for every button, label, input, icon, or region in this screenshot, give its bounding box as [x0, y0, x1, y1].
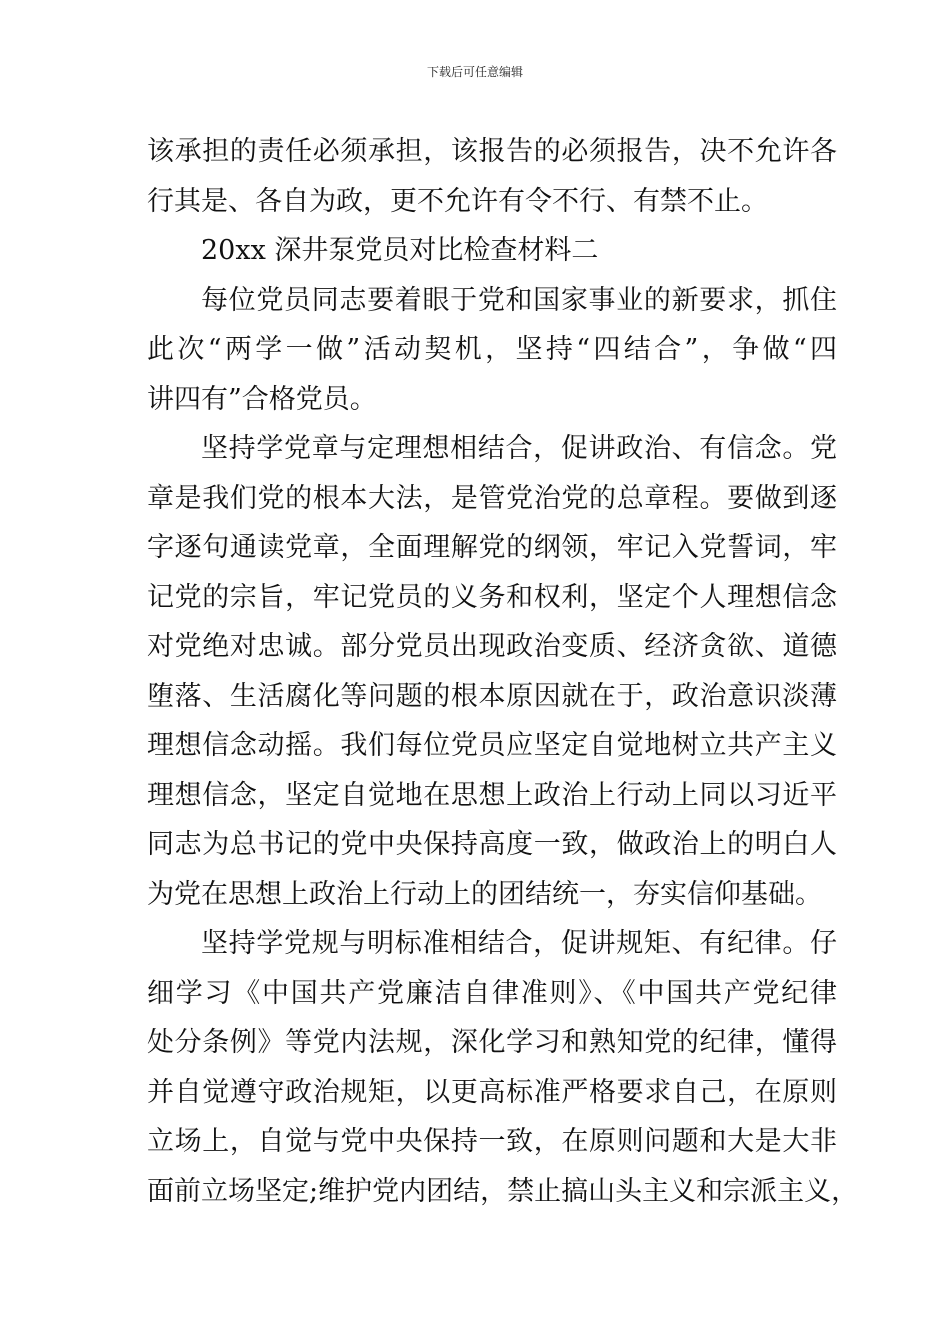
- text-line: 讲四有”合格党员。: [147, 383, 377, 415]
- text-line: 字逐句通读党章，全面理解党的纲领，牢记入党誓词，牢: [147, 532, 837, 563]
- text-line: 面前立场坚定;维护党内团结，禁止搞山头主义和宗派主义，: [147, 1175, 859, 1207]
- text-line: 记党的宗旨，牢记党员的义务和权利，坚定个人理想信念: [147, 581, 837, 613]
- text-line: 同志为总书记的党中央保持高度一致，做政治上的明白人: [147, 829, 837, 860]
- text-line: 此次“两学一做”活动契机，坚持“四结合”，争做“四: [147, 334, 837, 365]
- text-line: 堕落、生活腐化等问题的根本原因就在于，政治意识淡薄: [147, 680, 837, 712]
- text-line: 坚持学党规与明标准相结合，促讲规矩、有纪律。仔: [201, 928, 837, 959]
- text-line: 立场上，自觉与党中央保持一致，在原则问题和大是大非: [147, 1126, 837, 1157]
- section-heading: [147, 226, 837, 276]
- page-header-note: 下载后可任意编辑: [426, 65, 523, 79]
- text-line: 行其是、各自为政，更不允许有令不行、有禁不止。: [147, 185, 768, 217]
- paragraph: [147, 276, 837, 425]
- text-line: 章是我们党的根本大法，是管党治党的总章程。要做到逐: [147, 482, 837, 514]
- paragraph: [147, 127, 837, 226]
- document-body: [147, 127, 859, 1216]
- text-line: 为党在思想上政治上行动上的团结统一，夯实信仰基础。: [147, 878, 822, 910]
- paragraph: [147, 424, 837, 919]
- text-line: 理想信念动摇。我们每位党员应坚定自觉地树立共产主义: [147, 730, 837, 761]
- text-line: 20xx 深井泵党员对比检查材料二: [201, 235, 599, 266]
- text-line: 对党绝对忠诚。部分党员出现政治变质、经济贪欲、道德: [147, 631, 837, 662]
- paragraph: [147, 919, 859, 1216]
- text-line: 每位党员同志要着眼于党和国家事业的新要求，抓住: [201, 284, 837, 316]
- text-line: 并自觉遵守政治规矩，以更高标准严格要求自己，在原则: [147, 1076, 837, 1108]
- text-line: 理想信念，坚定自觉地在思想上政治上行动上同以习近平: [147, 779, 837, 811]
- text-line: 坚持学党章与定理想相结合，促讲政治、有信念。党: [201, 433, 837, 464]
- text-line: 细学习《中国共产党廉洁自律准则》、《中国共产党纪律: [147, 977, 837, 1009]
- text-line: 该承担的责任必须承担，该报告的必须报告，决不允许各: [147, 136, 837, 167]
- text-line: 处分条例》等党内法规，深化学习和熟知党的纪律，懂得: [147, 1027, 837, 1058]
